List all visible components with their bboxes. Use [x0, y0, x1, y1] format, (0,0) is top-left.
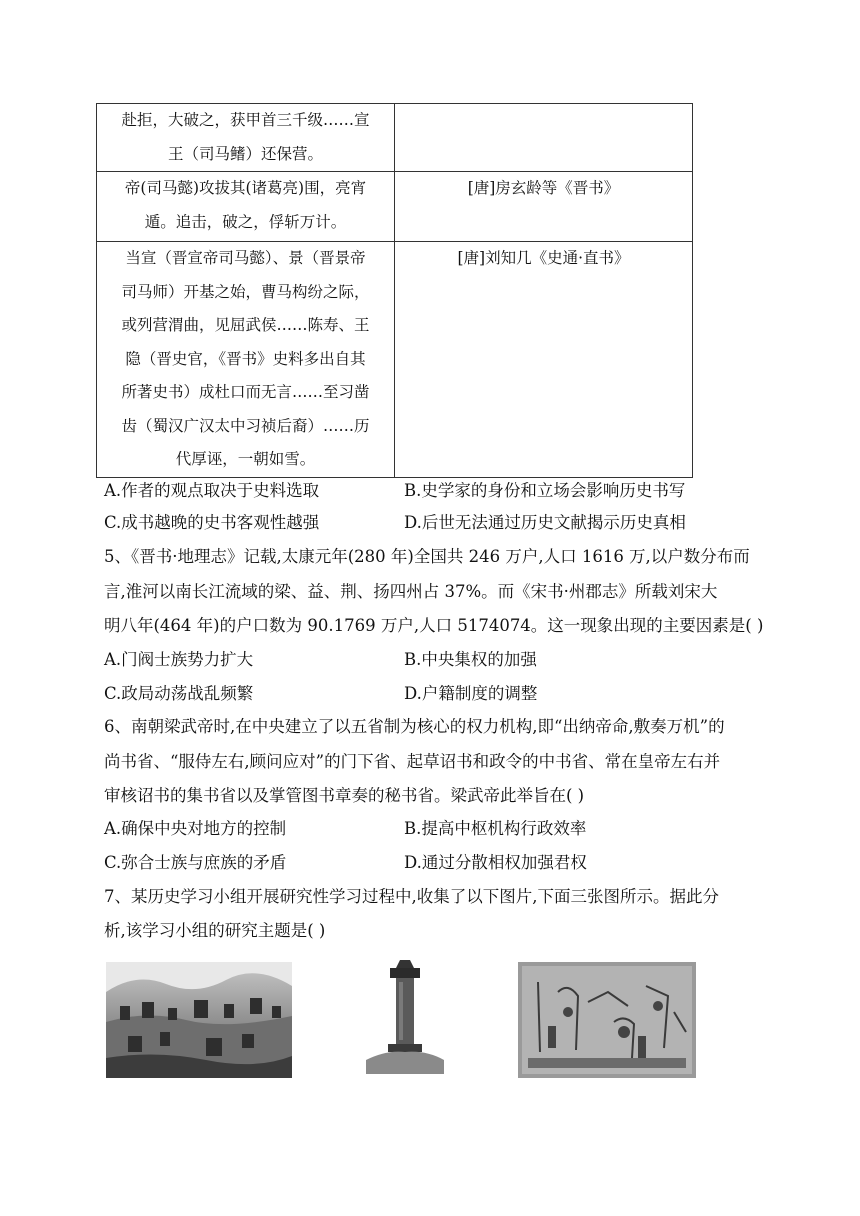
q4-option-a[interactable]: A.作者的观点取决于史料选取 [104, 481, 320, 500]
q6-stem-line: 尚书省、“服侍左右,顾问应对”的门下省、起草诏书和政令的中书省、常在皇帝左右并 [104, 752, 721, 771]
cell-line: 帝(司马懿)攻拔其(诸葛亮)围，亮宵 [124, 179, 367, 197]
cell-line: 当宣（晋宣帝司马懿）、景（晋景帝 [125, 249, 366, 267]
q4-option-d[interactable]: D.后世无法通过历史文献揭示历史真相 [404, 513, 686, 532]
cell-line: 所著史书）成杜口而无言……至习凿 [121, 383, 370, 401]
table-cell-text [97, 242, 395, 478]
cell-line: 齿（蜀汉广汉太中习祯后裔）……历 [121, 416, 370, 435]
q4-option-c[interactable]: C.成书越晚的史书客观性越强 [104, 513, 320, 532]
cell-line: 王（司马鳍）还保营。 [167, 144, 323, 163]
q7-stem-line: 析,该学习小组的研究主题是( ) [104, 921, 326, 940]
q5-stem-line: 言,淮河以南长江流域的梁、益、荆、扬四州占 37%。而《宋书·州郡志》所载刘宋大 [104, 582, 718, 601]
stone-pillar-image [366, 956, 444, 1074]
q6-option-b[interactable]: B.提高中枢机构行政效率 [404, 819, 587, 838]
table-cell-source: [唐]刘知几《史通·直书》 [395, 242, 693, 478]
q6-option-d[interactable]: D.通过分散相权加强君权 [404, 853, 587, 872]
q5-option-a[interactable]: A.门阀士族势力扩大 [104, 650, 254, 669]
q5-option-d[interactable]: D.户籍制度的调整 [404, 684, 538, 703]
table-cell-source: [唐]房玄龄等《晋书》 [395, 172, 693, 242]
cell-line: 赴拒，大破之，获甲首三千级……宣 [121, 111, 370, 129]
table-row [97, 242, 693, 478]
grotto-cliff-image [106, 962, 292, 1078]
q7-stem-line: 7、某历史学习小组开展研究性学习过程中,收集了以下图片,下面三张图所示。据此分 [104, 887, 719, 906]
table-row [97, 172, 693, 242]
source-table [96, 103, 693, 478]
q6-option-c[interactable]: C.弥合士族与庶族的矛盾 [104, 853, 287, 872]
q6-option-a[interactable]: A.确保中央对地方的控制 [104, 819, 287, 838]
cell-line: 遁。追击，破之，俘斩万计。 [144, 212, 347, 231]
q5-stem-line: 明八年(464 年)的户口数为 90.1769 万户,人口 5174074。这一现象出现的主要因素是( ) [104, 616, 764, 635]
q6-stem-line: 6、南朝梁武帝时,在中央建立了以五省制为核心的权力机构,即“出纳帝命,敷奏万机”的 [104, 717, 725, 736]
q6-stem-line: 审核诏书的集书省以及掌管图书章奏的秘书省。梁武帝此举旨在( ) [104, 786, 585, 805]
mural-relief-image [518, 962, 696, 1078]
table-cell-text [97, 104, 395, 172]
table-cell-source [395, 104, 693, 172]
cell-line: 或列营渭曲，见屈武侯……陈寿、王 [121, 316, 370, 334]
q5-stem-line: 5、《晋书·地理志》记载,太康元年(280 年)全国共 246 万户,人口 1616 万,以户数分布而 [104, 547, 750, 566]
table-cell-text [97, 172, 395, 242]
cell-line: 司马师）开基之始，曹马构纷之际， [121, 282, 370, 301]
q5-option-b[interactable]: B.中央集权的加强 [404, 650, 537, 669]
table-row [97, 104, 693, 172]
q4-option-b[interactable]: B.史学家的身份和立场会影响历史书写 [404, 481, 686, 500]
q5-option-c[interactable]: C.政局动荡战乱频繁 [104, 684, 254, 703]
cell-line: 隐（晋史官，《晋书》史料多出自其 [125, 349, 366, 368]
cell-line: 代厚诬，一朝如雪。 [175, 450, 316, 468]
